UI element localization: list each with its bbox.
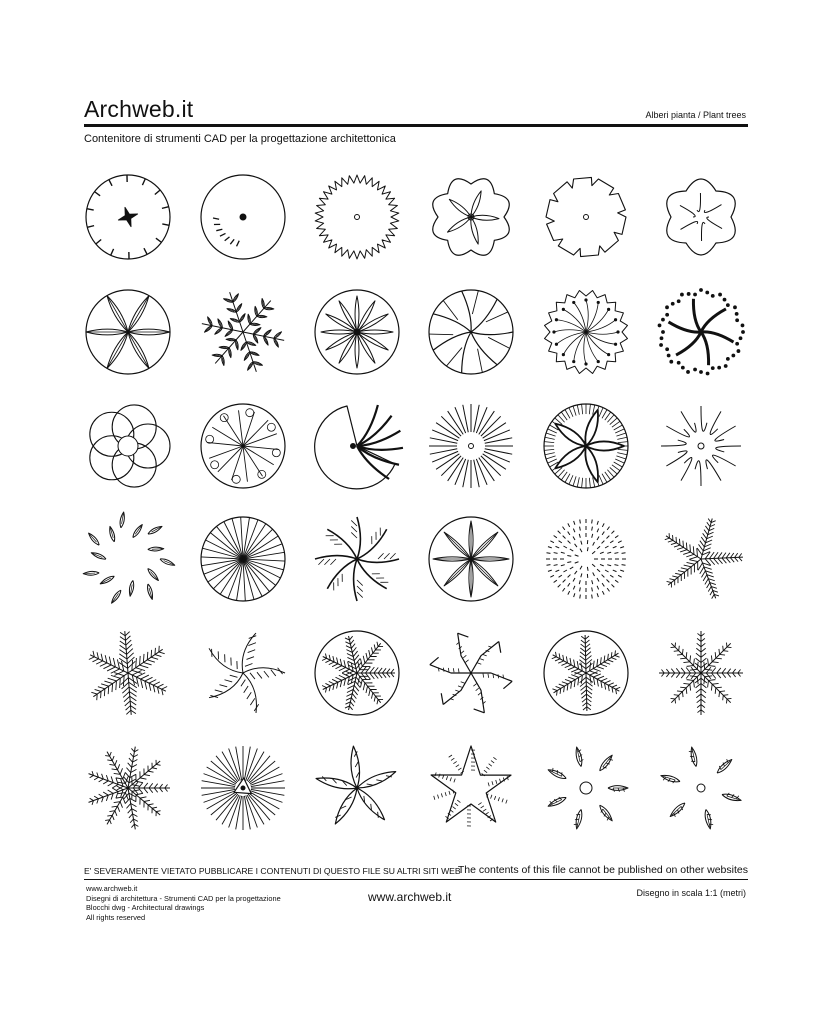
footer-line: All rights reserved bbox=[86, 912, 146, 922]
tree-plan-symbol bbox=[90, 405, 170, 487]
tree-plan-symbol bbox=[667, 179, 736, 255]
tree-plan-symbol bbox=[89, 747, 170, 830]
brand-title: Archweb.it bbox=[84, 96, 194, 122]
tree-plan-symbol bbox=[661, 406, 741, 486]
tree-plan-symbol bbox=[658, 289, 744, 375]
tree-plan-symbol bbox=[315, 517, 399, 601]
tree-plan-symbol bbox=[201, 404, 285, 488]
tree-plan-symbol bbox=[544, 404, 628, 488]
tree-plan-symbol bbox=[429, 290, 513, 374]
page-subtitle: Contenitore di strumenti CAD per la progettazione architettonica bbox=[84, 133, 396, 145]
footer-divider bbox=[84, 879, 748, 880]
tree-plan-symbol bbox=[544, 631, 628, 715]
footer-scale-note: Disegno in scala 1:1 (metri) bbox=[636, 888, 746, 898]
tree-plan-symbol bbox=[86, 175, 170, 259]
tree-plan-symbol bbox=[315, 405, 403, 489]
tree-plan-symbol bbox=[86, 290, 170, 374]
tree-plan-symbol bbox=[83, 512, 175, 603]
footer-line: Blocchi dwg - Architectural drawings bbox=[86, 903, 205, 913]
tree-plan-symbol bbox=[661, 747, 741, 829]
tree-plan-symbol bbox=[201, 746, 285, 830]
tree-plan-symbol bbox=[546, 177, 626, 256]
tree-plan-symbol bbox=[201, 517, 285, 601]
tree-plan-symbol bbox=[429, 404, 513, 488]
tree-plan-symbol bbox=[659, 631, 743, 715]
warning-italian: E' SEVERAMENTE VIETATO PUBBLICARE I CONTENUTI DI QUESTO FILE SU ALTRI SITI WEB bbox=[84, 866, 461, 876]
footer-credits bbox=[86, 884, 281, 922]
tree-plan-symbol bbox=[201, 175, 285, 259]
tree-plan-symbol bbox=[546, 519, 626, 599]
warning-english: The contents of this file cannot be published on other websites bbox=[457, 864, 748, 876]
tree-plan-symbol bbox=[433, 179, 510, 256]
tree-plan-symbol bbox=[665, 519, 743, 599]
tree-plan-symbol bbox=[315, 631, 399, 715]
tree-plan-symbol bbox=[548, 747, 628, 829]
tree-plan-symbol bbox=[430, 633, 512, 713]
footer-website-link[interactable]: www.archweb.it bbox=[368, 890, 452, 904]
footer-line: www.archweb.it bbox=[86, 884, 138, 893]
footer-line: Disegni di architettura - Strumenti CAD per la progettazione bbox=[86, 893, 281, 903]
tree-plan-symbol bbox=[431, 746, 511, 826]
tree-plan-symbol bbox=[202, 292, 284, 372]
tree-plan-symbol bbox=[315, 290, 399, 374]
tree-plan-symbol bbox=[209, 633, 285, 713]
tree-plan-symbol bbox=[429, 517, 513, 601]
tree-plan-symbol bbox=[316, 746, 396, 824]
tree-plan-symbol bbox=[315, 175, 399, 259]
tree-plan-symbol bbox=[89, 631, 167, 715]
tree-plan-symbol bbox=[545, 291, 628, 374]
category-label: Alberi pianta / Plant trees bbox=[645, 110, 746, 120]
